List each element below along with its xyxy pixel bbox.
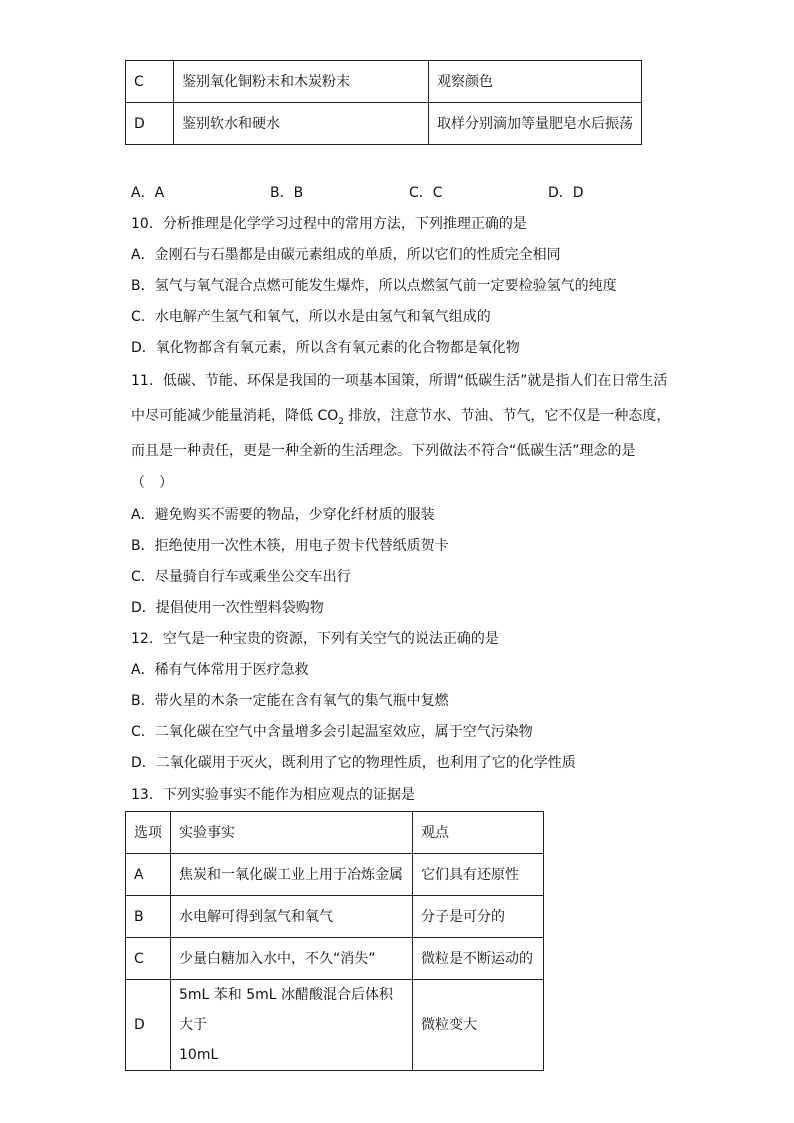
- header-option: 选项: [126, 812, 171, 854]
- option-b: B．B: [270, 185, 304, 201]
- option-a: A．A: [131, 185, 165, 201]
- q11-stem-line2-post: 排放，注意节水、节油、节气，它不仅是一种态度，: [343, 408, 671, 424]
- table-cell: 鉴别软水和硬水: [174, 103, 429, 145]
- q11-option-d: D．提倡使用一次性塑料袋购物: [131, 600, 324, 616]
- table-cell: 它们具有还原性: [413, 854, 544, 896]
- q9-table: [125, 60, 642, 145]
- table-cell: 观察颜色: [429, 61, 642, 103]
- table-cell: D: [126, 103, 174, 145]
- header-fact: 实验事实: [171, 812, 413, 854]
- table-cell: 少量白糖加入水中，不久“消失”: [171, 938, 413, 980]
- q12-option-a: A．稀有气体常用于医疗急救: [131, 662, 309, 678]
- q11-stem-line4: （ ）: [131, 475, 173, 491]
- table-cell: [171, 980, 413, 1071]
- table-row: [126, 854, 544, 896]
- table-row: [126, 61, 642, 103]
- q10-option-b: B．氢气与氧气混合点燃可能发生爆炸，所以点燃氢气前一定要检验氢气的纯度: [131, 278, 617, 294]
- table-cell: 分子是可分的: [413, 896, 544, 938]
- q13-table: [125, 811, 544, 1071]
- table-cell: D: [126, 980, 171, 1071]
- q11-stem-line1: 11．低碳、节能、环保是我国的一项基本国策，所谓“低碳生活”就是指人们在日常生活: [131, 373, 668, 389]
- q11-stem-line2-pre: 中尽可能减少能量消耗，降低 CO: [131, 408, 339, 424]
- table-row: [126, 896, 544, 938]
- header-view: 观点: [413, 812, 544, 854]
- table-cell: 焦炭和一氧化碳工业上用于冶炼金属: [171, 854, 413, 896]
- q10-option-a: A．金刚石与石墨都是由碳元素组成的单质，所以它们的性质完全相同: [131, 247, 561, 263]
- q10-option-c: C．水电解产生氢气和氧气，所以水是由氢气和氧气组成的: [131, 309, 491, 325]
- q13-stem: 13．下列实验事实不能作为相应观点的证据是: [131, 787, 415, 803]
- q11-option-a: A．避免购买不需要的物品，少穿化纤材质的服装: [131, 507, 435, 523]
- q12-option-d: D．二氧化碳用于灭火，既利用了它的物理性质，也利用了它的化学性质: [131, 755, 576, 771]
- q11-option-b: B．拒绝使用一次性木筷，用电子贺卡代替纸质贺卡: [131, 538, 449, 554]
- table-row: [126, 980, 544, 1071]
- table-cell: A: [126, 854, 171, 896]
- table-header-row: [126, 812, 544, 854]
- table-cell: B: [126, 896, 171, 938]
- table-row: [126, 103, 642, 145]
- co2-subscript: 2: [338, 416, 344, 427]
- table-cell: 鉴别氧化铜粉末和木炭粉末: [174, 61, 429, 103]
- q12-stem: 12．空气是一种宝贵的资源，下列有关空气的说法正确的是: [131, 631, 499, 647]
- table-cell: 微粒是不断运动的: [413, 938, 544, 980]
- q12-option-b: B．带火星的木条一定能在含有氧气的集气瓶中复燃: [131, 693, 449, 709]
- fact-line-2: 10mL: [179, 1047, 219, 1063]
- fact-line-1: 5mL 苯和 5mL 冰醋酸混合后体积大于: [179, 987, 394, 1033]
- option-c: C．C: [409, 185, 443, 201]
- table-row: [126, 938, 544, 980]
- q10-stem: 10．分析推理是化学学习过程中的常用方法，下列推理正确的是: [131, 216, 527, 232]
- q11-stem-line3: 而且是一种责任，更是一种全新的生活理念。下列做法不符合“低碳生活”理念的是: [131, 443, 636, 459]
- q12-option-c: C．二氧化碳在空气中含量增多会引起温室效应，属于空气污染物: [131, 724, 533, 740]
- q10-option-d: D．氧化物都含有氧元素，所以含有氧元素的化合物都是氧化物: [131, 340, 520, 356]
- table-cell: 取样分别滴加等量肥皂水后振荡: [429, 103, 642, 145]
- q11-option-c: C．尽量骑自行车或乘坐公交车出行: [131, 569, 351, 585]
- table-cell: 水电解可得到氢气和氧气: [171, 896, 413, 938]
- table-cell: C: [126, 61, 174, 103]
- q11-stem-line2: [131, 406, 670, 432]
- table-cell: C: [126, 938, 171, 980]
- option-d: D．D: [548, 185, 584, 201]
- table-cell: 微粒变大: [413, 980, 544, 1071]
